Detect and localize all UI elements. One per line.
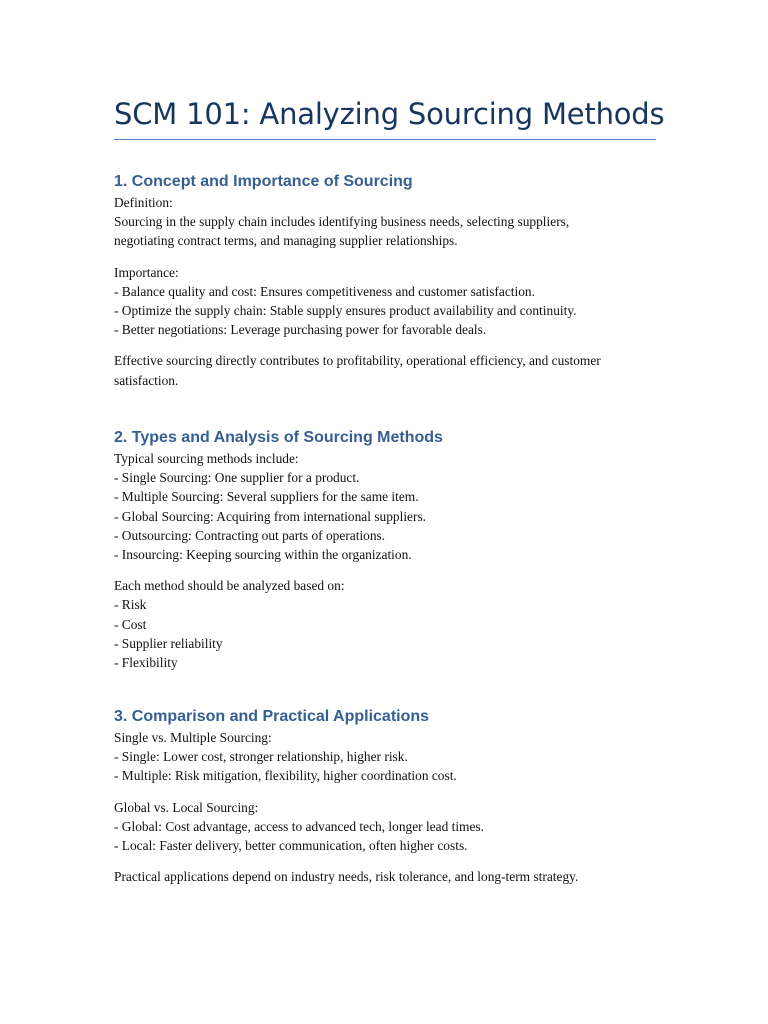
paragraph-practical-applications <box>114 867 656 886</box>
text-line: Global vs. Local Sourcing: <box>114 799 259 815</box>
paragraph-importance <box>114 263 656 340</box>
title-underline-rule <box>114 139 656 140</box>
paragraph-single-vs-multiple <box>114 728 656 786</box>
section-types-analysis <box>114 427 656 672</box>
list-item: - Risk <box>114 597 147 613</box>
section-heading: 1. Concept and Importance of Sourcing <box>114 173 413 190</box>
text-line: Definition: <box>114 195 173 210</box>
list-item: - Global Sourcing: Acquiring from international suppliers. <box>114 508 427 524</box>
text-line: Sourcing in the supply chain includes identifying business needs, selecting suppliers, <box>114 214 570 230</box>
list-item: - Multiple: Risk mitigation, flexibility, higher coordination cost. <box>114 768 457 784</box>
text-line: Typical sourcing methods include: <box>114 451 299 466</box>
list-item: - Global: Cost advantage, access to advanced tech, longer lead times. <box>114 818 484 834</box>
text-line: satisfaction. <box>114 372 179 388</box>
section-heading: 3. Comparison and Practical Applications <box>114 708 430 725</box>
list-item: - Insourcing: Keeping sourcing within the organization. <box>114 547 412 563</box>
text-line: Single vs. Multiple Sourcing: <box>114 730 272 745</box>
list-item: - Single: Lower cost, stronger relationship, higher risk. <box>114 749 408 765</box>
text-line: negotiating contract terms, and managing supplier relationships. <box>114 233 458 249</box>
section-comparison-applications <box>114 706 656 886</box>
list-item: - Supplier reliability <box>114 635 223 651</box>
section-heading: 2. Types and Analysis of Sourcing Methods <box>114 429 443 446</box>
list-item: - Optimize the supply chain: Stable supply ensures product availability and continuity. <box>114 303 577 319</box>
list-item: - Local: Faster delivery, better communication, often higher costs. <box>114 838 468 854</box>
list-item: - Single Sourcing: One supplier for a product. <box>114 470 360 486</box>
list-item: - Flexibility <box>114 655 178 671</box>
paragraph-effective-sourcing <box>114 351 656 389</box>
list-item: - Balance quality and cost: Ensures competitiveness and customer satisfaction. <box>114 283 535 299</box>
text-line: Importance: <box>114 264 179 280</box>
list-item: - Cost <box>114 616 147 632</box>
section-concept-importance <box>114 171 656 390</box>
paragraph-global-vs-local <box>114 798 656 856</box>
list-item: - Multiple Sourcing: Several suppliers for the same item. <box>114 489 419 505</box>
paragraph-typical-methods <box>114 449 656 564</box>
text-line: Each method should be analyzed based on: <box>114 578 345 594</box>
text-line: Effective sourcing directly contributes to profitability, operational efficiency, and customer <box>114 353 601 369</box>
page-title: SCM 101: Analyzing Sourcing Methods <box>114 97 665 131</box>
list-item: - Better negotiations: Leverage purchasing power for favorable deals. <box>114 322 487 338</box>
list-item: - Outsourcing: Contracting out parts of operations. <box>114 527 386 543</box>
text-line: Practical applications depend on industry needs, risk tolerance, and long-term strategy. <box>114 869 579 885</box>
paragraph-analysis-criteria <box>114 576 656 672</box>
paragraph-definition <box>114 193 656 251</box>
